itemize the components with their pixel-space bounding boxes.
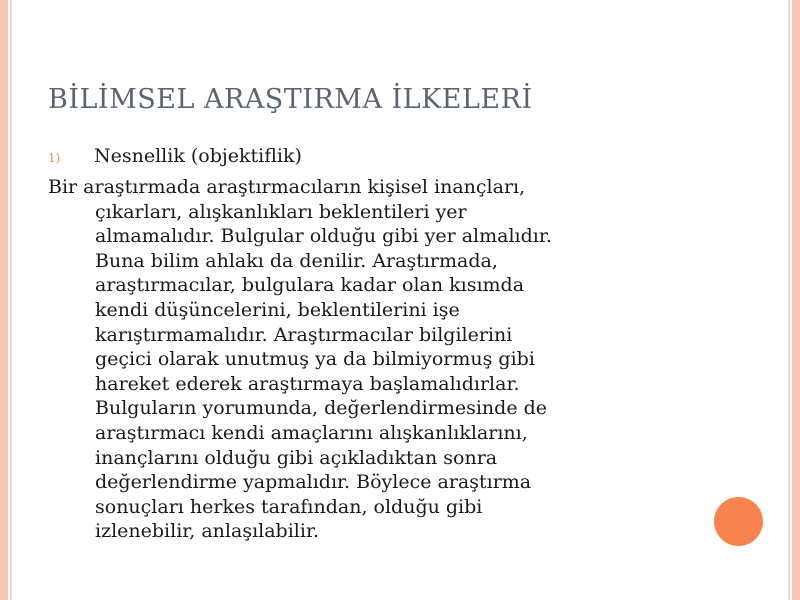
paragraph-line: hareket ederek araştırmaya başlamalıdırlar. <box>95 372 520 395</box>
paragraph-line: Bir araştırmada araştırmacıların kişisel inançları, <box>48 176 526 198</box>
paragraph-line: değerlendirme yapmalıdır. Böylece araştırma <box>95 471 532 494</box>
body-paragraph <box>48 175 748 544</box>
slide-title: BİLİMSEL ARAŞTIRMA İLKELERİ <box>48 84 533 115</box>
paragraph-line: izlenebilir, anlaşılabilir. <box>95 520 319 543</box>
paragraph-line: almamalıdır. Bulgular olduğu gibi yer almalıdır. <box>95 225 552 248</box>
right-border-strip <box>792 0 800 600</box>
paragraph-line: kendi düşüncelerini, beklentilerini işe <box>95 298 460 321</box>
paragraph-line: Buna bilim ahlakı da denilir. Araştırmada, <box>95 249 498 272</box>
decorative-circle <box>714 497 763 546</box>
paragraph-line: Bulguların yorumunda, değerlendirmesinde de <box>95 397 548 420</box>
paragraph-line: inançlarını olduğu gibi açıkladıktan sonra <box>95 446 498 469</box>
list-item-label: Nesnellik (objektiflik) <box>94 145 302 167</box>
paragraph-line: geçici olarak unutmuş ya da bilmiyormuş gibi <box>95 348 535 371</box>
paragraph-line: araştırmacı kendi amaçlarını alışkanlıklarını, <box>95 421 528 444</box>
left-border-strip <box>0 0 8 600</box>
left-border-line <box>10 0 12 600</box>
paragraph-line: çıkarları, alışkanlıkları beklentileri yer <box>95 200 467 223</box>
right-border-line <box>788 0 790 600</box>
paragraph-line: sonuçları herkes tarafından, olduğu gibi <box>95 495 483 518</box>
paragraph-line: araştırmacılar, bulgulara kadar olan kısımda <box>95 274 525 297</box>
list-number: 1) <box>48 151 61 165</box>
paragraph-line: karıştırmamalıdır. Araştırmacılar bilgilerini <box>95 323 513 346</box>
